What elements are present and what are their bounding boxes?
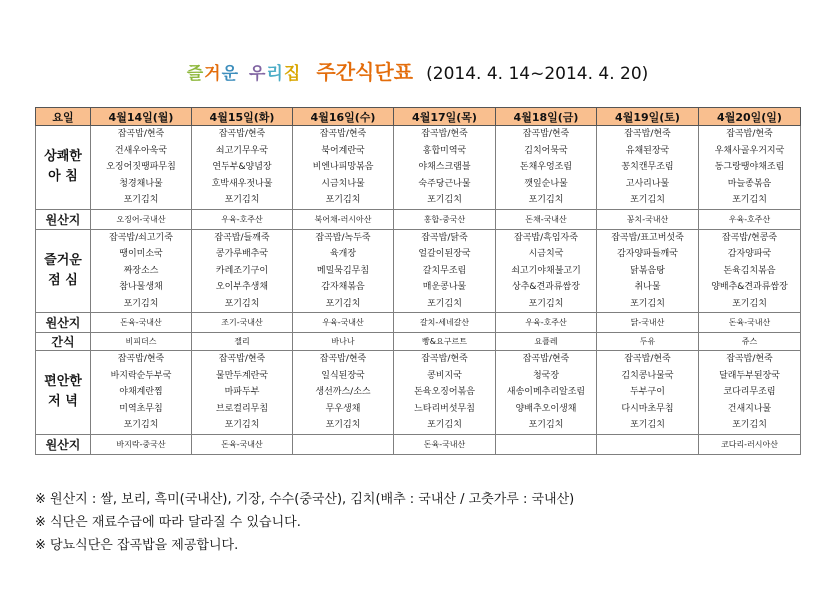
dinner-dishes-cell <box>699 351 801 435</box>
dish-item: 마늘종볶음 <box>727 178 772 189</box>
note-supply: ※ 식단은 재료수급에 따라 달라질 수 있습니다. <box>35 515 301 530</box>
dish-item: 포기김치 <box>528 298 564 309</box>
day-header: 4월14일(월) <box>91 108 192 126</box>
lunch-dishes-cell <box>597 229 699 313</box>
day-header: 4월19일(토) <box>597 108 699 126</box>
dish-item: 카레조기구이 <box>215 265 269 276</box>
dish-item: 콩가루배추국 <box>215 249 269 259</box>
dish-item: 유채된장국 <box>625 145 670 156</box>
day-header: 4월18일(금) <box>496 108 597 126</box>
dinner-label-line: 저 녁 <box>48 394 78 410</box>
dish-item: 매운콩나물 <box>422 282 467 292</box>
origin-cell: 갈치-세네갈산 <box>394 313 496 333</box>
dish-item: 콩비지국 <box>427 370 462 381</box>
origin-cell: 꽁치-국내산 <box>597 209 699 229</box>
page-title <box>0 56 835 85</box>
dish-item: 마파두부 <box>224 387 260 397</box>
dish-item: 잡곡밥/현죽 <box>522 129 570 139</box>
note-origin: ※ 원산지 : 쌀, 보리, 흑미(국내산), 기장, 수수(중국산), 김치(배추 : 국내산 / 고춧가루 : 국내산) <box>35 492 575 507</box>
lunch-origin-label: 원산지 <box>36 313 91 333</box>
dish-item: 물만두계란국 <box>215 370 269 381</box>
origin-cell <box>293 434 394 454</box>
dish-item: 참나물생채 <box>119 282 163 292</box>
lunch-dishes-cell <box>91 229 192 313</box>
origin-cell <box>496 434 597 454</box>
dinner-dishes-cell <box>293 351 394 435</box>
dish-item: 오징어짓땡파무침 <box>106 162 176 172</box>
lunch-dishes-cell <box>192 229 293 313</box>
dish-item: 잡곡밥/현죽 <box>117 354 165 364</box>
dish-item: 얼갈이된장국 <box>418 249 471 259</box>
dish-item: 포기김치 <box>325 195 361 205</box>
dish-item: 잡곡밥/현죽 <box>421 354 468 364</box>
dish-item: 잡곡밥/닭죽 <box>421 232 468 243</box>
dish-item: 포기김치 <box>123 298 159 309</box>
dish-item: 포기김치 <box>528 420 564 430</box>
dish-item: 잡곡밥/현죽 <box>624 354 671 364</box>
dish-item: 포기김치 <box>325 298 361 309</box>
dish-item: 잡곡밥/들깨죽 <box>214 232 270 243</box>
origin-cell: 조기-국내산 <box>192 313 293 333</box>
dish-item: 일식된장국 <box>321 370 365 381</box>
origin-cell: 돈육-국내산 <box>699 313 801 333</box>
dinner-dishes-cell <box>496 351 597 435</box>
dish-item: 양배추오이생채 <box>515 403 577 414</box>
dish-item: 무우생채 <box>325 403 361 414</box>
snack-cell: 쥬스 <box>699 333 801 351</box>
dish-item: 야채스크램블 <box>418 162 471 172</box>
title-cute-char: 거 <box>204 64 222 84</box>
dish-item: 포기김치 <box>732 420 767 430</box>
dinner-dishes-cell <box>597 351 699 435</box>
dish-item: 건새지나물 <box>727 403 772 414</box>
dish-item: 잡곡밥/현죽 <box>624 129 671 139</box>
dish-item: 포기김치 <box>325 420 361 430</box>
dish-item: 잡곡밥/현죽 <box>218 129 266 139</box>
day-header: 4월16일(수) <box>293 108 394 126</box>
dish-item: 메밀묵김무침 <box>316 265 370 276</box>
breakfast-dishes-cell <box>597 126 699 210</box>
dish-item: 잡곡밥/녹두죽 <box>315 232 371 243</box>
origin-cell: 홍합-중국산 <box>394 209 496 229</box>
origin-cell: 우육-호주산 <box>192 209 293 229</box>
dish-item: 야채계란찜 <box>119 387 163 397</box>
dinner-dishes-cell <box>192 351 293 435</box>
dish-item: 느타리버섯무침 <box>414 403 475 414</box>
snack-cell: 비피더스 <box>91 333 192 351</box>
breakfast-label <box>36 126 91 210</box>
dish-item: 오이부추생채 <box>215 282 269 292</box>
lunch-dishes-cell <box>496 229 597 313</box>
origin-cell: 코다리-러시아산 <box>699 434 801 454</box>
dish-item: 짜장소스 <box>123 265 159 276</box>
day-header: 4월17일(목) <box>394 108 496 126</box>
day-header: 4월15일(화) <box>192 108 293 126</box>
dish-item: 잡곡밥/현죽 <box>421 129 468 139</box>
dish-item: 포기김치 <box>224 195 260 205</box>
dish-item: 두부구이 <box>630 387 665 397</box>
dish-item: 포기김치 <box>427 298 462 309</box>
origin-cell: 바지락-중국산 <box>91 434 192 454</box>
origin-cell: 닭-국내산 <box>597 313 699 333</box>
dish-item: 포기김치 <box>224 420 260 430</box>
breakfast-dishes-cell <box>293 126 394 210</box>
dish-item: 호박새우젓나물 <box>211 178 273 189</box>
dish-item: 고사리나물 <box>625 178 670 189</box>
dish-item: 육개장 <box>329 249 357 259</box>
dish-item: 생선까스/소스 <box>315 387 371 397</box>
origin-cell: 우육-호주산 <box>496 313 597 333</box>
dish-item: 잡곡밥/현죽 <box>218 354 266 364</box>
dish-item: 포기김치 <box>224 298 260 309</box>
title-cute-text <box>187 64 302 84</box>
dish-item: 김치어묵국 <box>524 145 568 156</box>
dish-item: 돈육오징어볶음 <box>414 387 475 397</box>
lunch-origin-row <box>36 313 801 333</box>
origin-cell: 돈육-국내산 <box>192 434 293 454</box>
dish-item: 새송이메추리알조림 <box>506 387 586 397</box>
dish-item: 꽁치캔무조림 <box>621 162 674 172</box>
title-cute-char: 우 <box>249 64 267 84</box>
snack-cell: 요플레 <box>496 333 597 351</box>
origin-cell: 우육-국내산 <box>293 313 394 333</box>
dish-item: 코다리무조림 <box>723 387 776 397</box>
dish-item: 건새우아욱국 <box>114 145 168 156</box>
dish-item: 바지락순두부국 <box>110 370 172 381</box>
lunch-row <box>36 229 801 313</box>
dish-item: 포기김치 <box>123 420 159 430</box>
dish-item: 잡곡밥/현죽 <box>522 354 570 364</box>
origin-cell: 돈육-국내산 <box>394 434 496 454</box>
notes <box>35 488 574 557</box>
snack-label: 간식 <box>36 333 91 351</box>
breakfast-dishes-cell <box>394 126 496 210</box>
origin-cell <box>597 434 699 454</box>
snack-cell: 빵&요구르트 <box>394 333 496 351</box>
dish-item: 포기김치 <box>427 195 462 205</box>
title-cute-char: 즐 <box>186 64 205 84</box>
origin-cell: 돈채-국내산 <box>496 209 597 229</box>
dish-item: 다시마초무침 <box>621 403 674 414</box>
day-header: 4월20일(일) <box>699 108 801 126</box>
dish-item: 양배추&견과류쌈장 <box>711 282 788 292</box>
dish-item: 쇠고기무우국 <box>215 145 269 156</box>
snack-cell: 젤리 <box>192 333 293 351</box>
dish-item: 포기김치 <box>630 420 665 430</box>
title-main: 주간식단표 <box>316 60 414 84</box>
dish-item: 잡곡밥/현콩죽 <box>721 232 778 243</box>
origin-cell: 돈육-국내산 <box>91 313 192 333</box>
dish-item: 청국장 <box>532 370 560 381</box>
corner-label: 요일 <box>36 108 91 126</box>
dish-item: 포기김치 <box>732 195 767 205</box>
dinner-dishes-cell <box>91 351 192 435</box>
dish-item: 잡곡밥/현죽 <box>319 354 367 364</box>
breakfast-row <box>36 126 801 210</box>
dinner-row <box>36 351 801 435</box>
dish-item: 미역초무침 <box>119 403 163 414</box>
dish-item: 포기김치 <box>630 195 665 205</box>
breakfast-label-line: 아 침 <box>48 169 78 185</box>
snack-cell: 두유 <box>597 333 699 351</box>
dish-item: 갈치무조림 <box>422 265 467 276</box>
dish-item: 포기김치 <box>123 195 159 205</box>
dish-item: 포기김치 <box>528 195 564 205</box>
dinner-dishes-cell <box>394 351 496 435</box>
dish-item: 잡곡밥/현죽 <box>319 129 367 139</box>
dish-item: 돈채우엉조림 <box>519 162 573 172</box>
title-cute-char: 집 <box>283 64 302 84</box>
dish-item: 청경채나물 <box>119 178 163 189</box>
dish-item: 시금치나물 <box>321 178 365 189</box>
dish-item: 감자양파국 <box>727 249 772 259</box>
dish-item: 상추&견과류쌈장 <box>512 282 580 292</box>
dish-item: 우채사골우거지국 <box>714 145 785 156</box>
header-row <box>36 108 801 126</box>
dish-item: 잡곡밥/표고버섯죽 <box>611 232 684 243</box>
origin-cell: 오징어-국내산 <box>91 209 192 229</box>
lunch-dishes-cell <box>394 229 496 313</box>
title-date-range: (2014. 4. 14~2014. 4. 20) <box>426 64 649 84</box>
dish-item: 땡이미소국 <box>119 249 163 259</box>
breakfast-origin-row <box>36 209 801 229</box>
dish-item: 달래두부된장국 <box>719 370 780 381</box>
dish-item: 연두부&양념장 <box>212 162 272 172</box>
dish-item: 포기김치 <box>630 298 665 309</box>
dish-item: 김치콩나물국 <box>621 370 674 381</box>
dish-item: 포기김치 <box>732 298 767 309</box>
dish-item: 취나물 <box>634 282 661 292</box>
breakfast-dishes-cell <box>496 126 597 210</box>
dish-item: 깻잎순나물 <box>524 178 568 189</box>
breakfast-origin-label: 원산지 <box>36 209 91 229</box>
dish-item: 포기김치 <box>427 420 462 430</box>
dish-item: 숙주당근나물 <box>418 178 471 189</box>
dinner-label-line: 편안한 <box>44 374 82 390</box>
note-diabetes: ※ 당뇨식단은 잡곡밥을 제공합니다. <box>35 538 239 553</box>
dinner-origin-label: 원산지 <box>36 434 91 454</box>
dish-item: 쇠고기야채불고기 <box>511 265 581 276</box>
breakfast-dishes-cell <box>192 126 293 210</box>
dish-item: 감자채볶음 <box>321 282 365 292</box>
breakfast-dishes-cell <box>699 126 801 210</box>
dish-item: 북어계란국 <box>321 145 365 156</box>
origin-cell: 우육-호주산 <box>699 209 801 229</box>
dish-item: 잡곡밥/현죽 <box>117 129 165 139</box>
lunch-label-line: 점 심 <box>48 272 78 288</box>
dish-item: 잡곡밥/쇠고기죽 <box>109 232 173 243</box>
dish-item: 시금치국 <box>528 249 564 259</box>
lunch-dishes-cell <box>293 229 394 313</box>
dish-item: 비엔나피망볶음 <box>312 162 374 172</box>
title-cute-char: 운 <box>221 64 240 84</box>
lunch-label <box>36 229 91 313</box>
title-cute-char: 리 <box>266 64 284 84</box>
dish-item: 잡곡밥/흑임자죽 <box>514 232 578 243</box>
dinner-origin-row <box>36 434 801 454</box>
weekly-menu-table <box>35 107 801 455</box>
dish-item: 동그랑땡야채조림 <box>714 162 785 172</box>
dish-item: 돈육김치볶음 <box>723 265 776 276</box>
dish-item: 잡곡밥/현죽 <box>726 129 773 139</box>
snack-row <box>36 333 801 351</box>
dinner-label <box>36 351 91 435</box>
origin-cell: 북어채-러시아산 <box>293 209 394 229</box>
dish-item: 홍합미역국 <box>422 145 467 156</box>
lunch-dishes-cell <box>699 229 801 313</box>
dish-item: 닭볶음탕 <box>630 265 665 276</box>
breakfast-dishes-cell <box>91 126 192 210</box>
lunch-label-line: 즐거운 <box>44 252 82 268</box>
snack-cell: 바나나 <box>293 333 394 351</box>
breakfast-label-line: 상쾌한 <box>44 149 82 165</box>
dish-item: 브로컬리무침 <box>215 403 269 414</box>
dish-item: 감자양파들깨국 <box>617 249 678 259</box>
dish-item: 잡곡밥/현죽 <box>726 354 773 364</box>
